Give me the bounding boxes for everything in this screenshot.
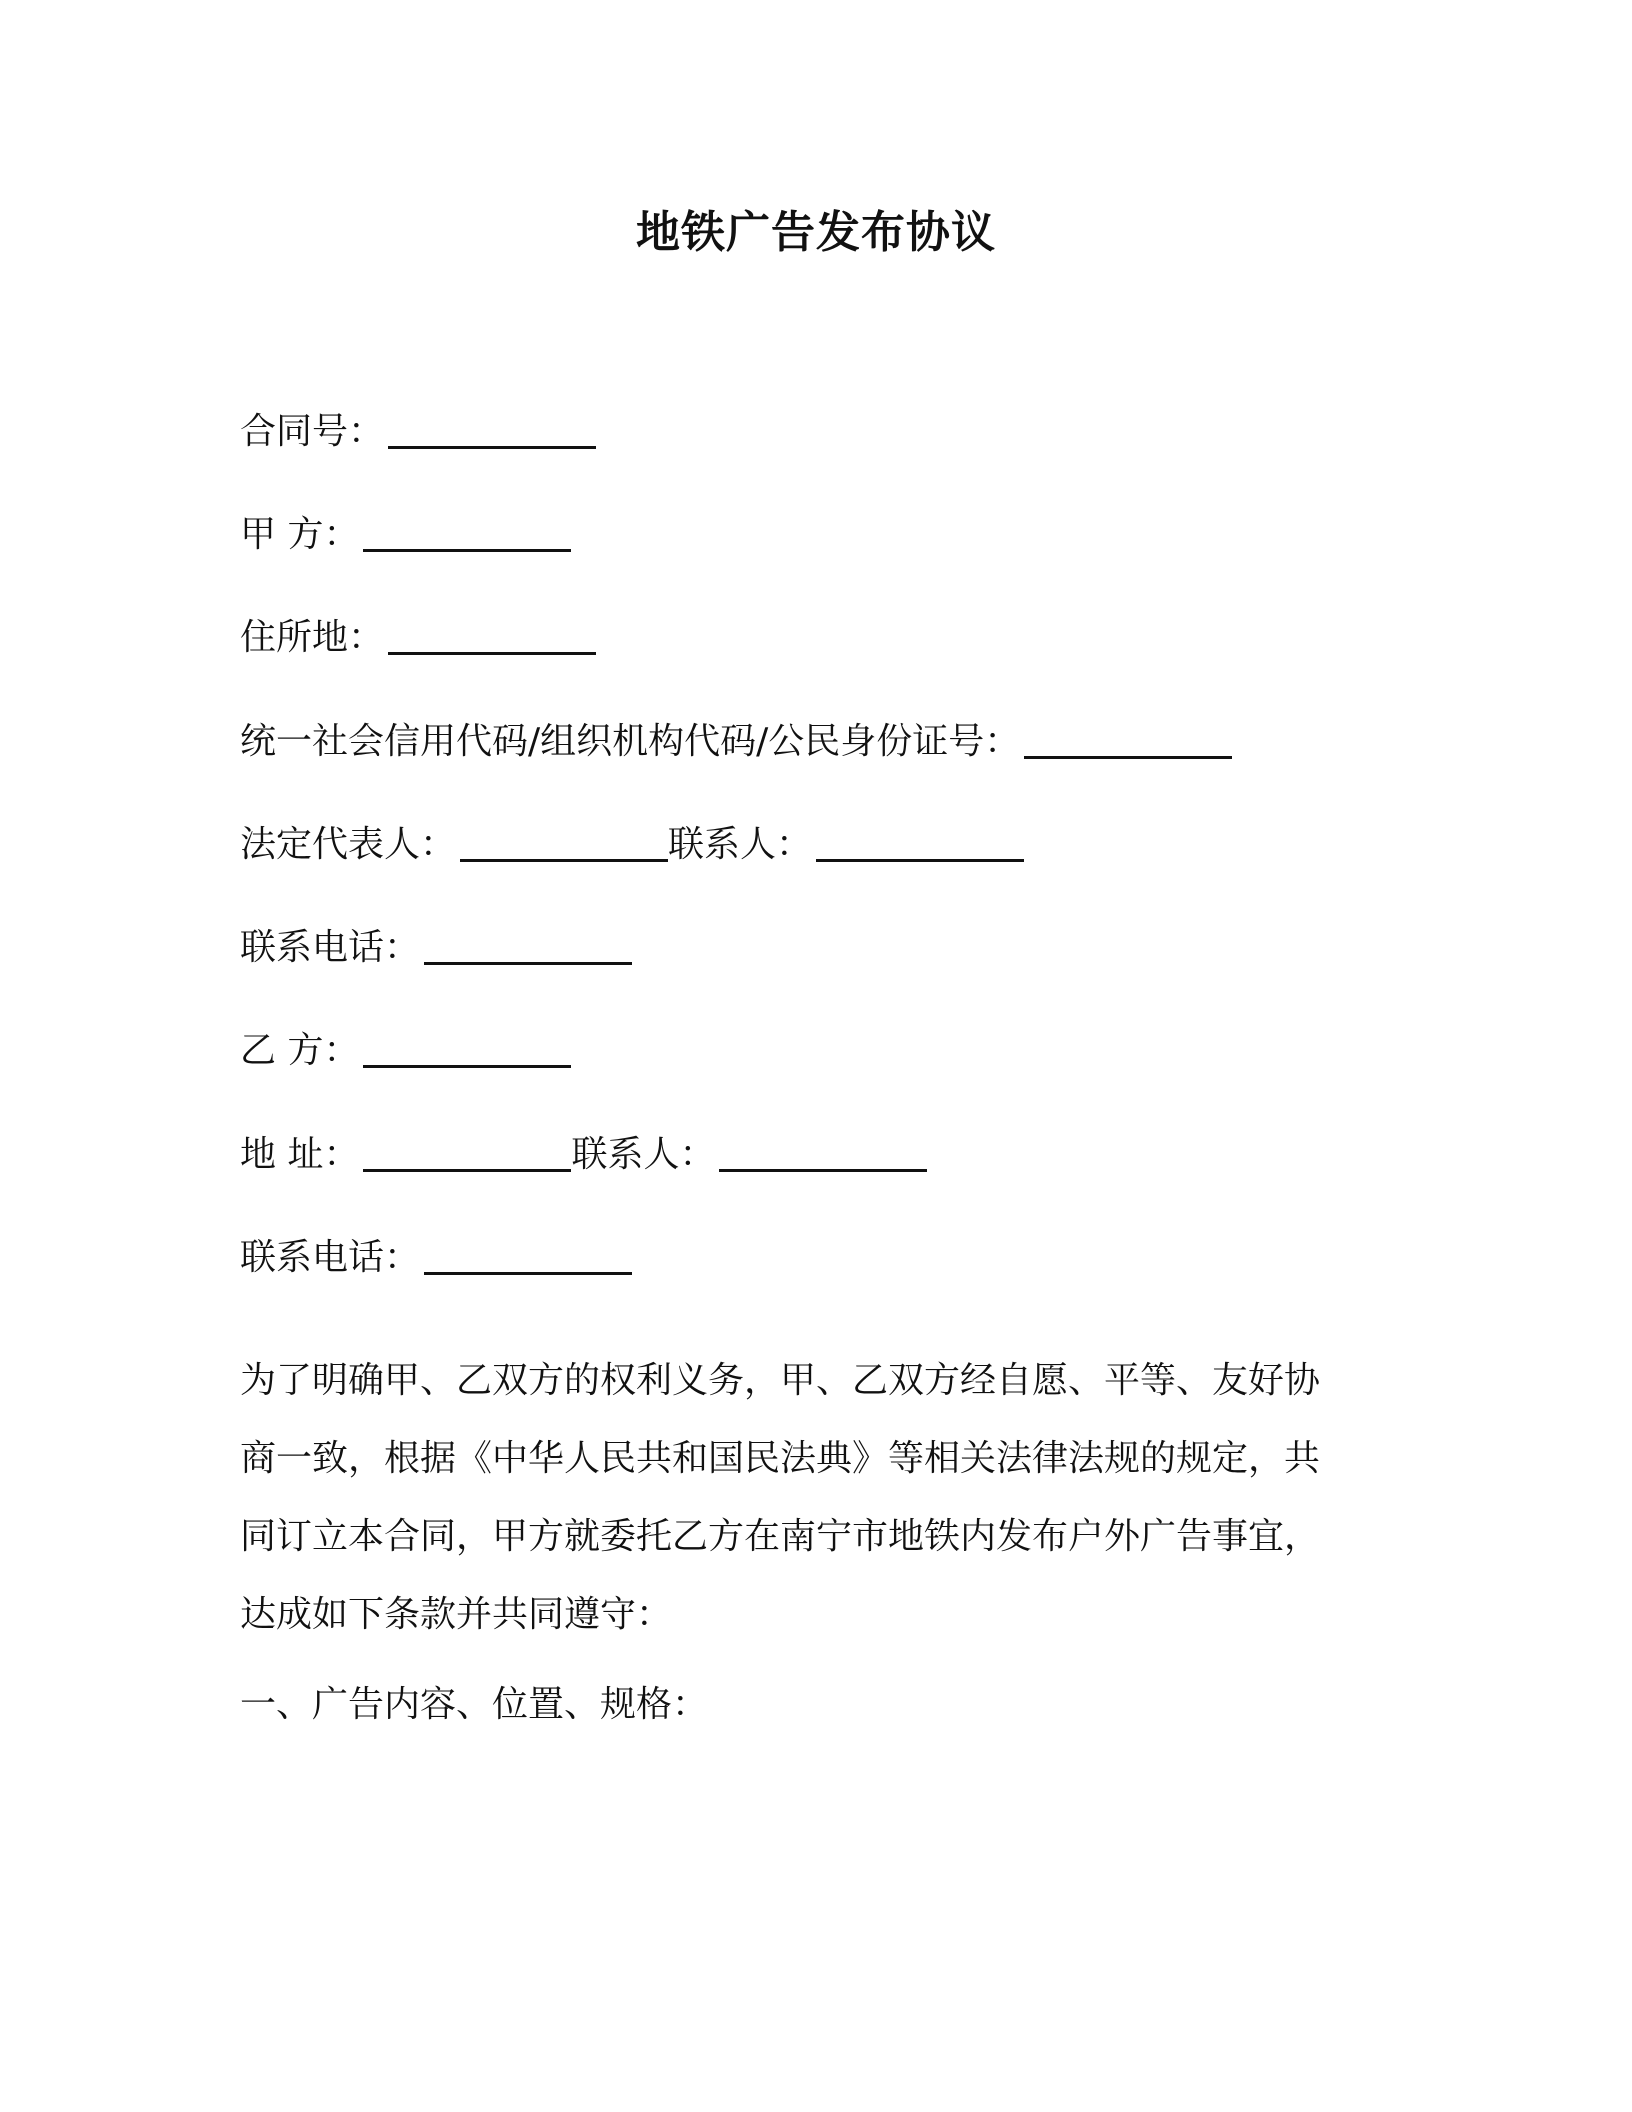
legal-representative-blank[interactable] (460, 825, 668, 862)
credit-code-line (240, 720, 1232, 763)
preamble-line: 商一致，根据《中华人民共和国民法典》等相关法律法规的规定，共 (240, 1438, 1321, 1479)
contact-person-b-blank[interactable] (719, 1135, 927, 1172)
phone-a-blank[interactable] (424, 928, 632, 965)
section-heading-1: 一、广告内容、位置、规格： (240, 1684, 709, 1725)
party-a-label: 甲 方： (240, 514, 360, 555)
party-b-blank[interactable] (363, 1031, 571, 1068)
phone-b-label: 联系电话： (240, 1237, 421, 1278)
contract-number-blank[interactable] (388, 412, 596, 449)
preamble-paragraph (240, 1342, 1360, 1654)
party-b-label: 乙 方： (240, 1030, 360, 1071)
page-title: 地铁广告发布协议 (636, 207, 996, 258)
domicile-label: 住所地： (240, 617, 385, 658)
contact-person-a-blank[interactable] (816, 825, 1024, 862)
credit-code-label: 统一社会信用代码/组织机构代码/公民身份证号： (240, 721, 1021, 762)
phone-b-blank[interactable] (424, 1238, 632, 1275)
contract-number-label: 合同号： (240, 411, 385, 452)
party-a-blank[interactable] (363, 515, 571, 552)
phone-a-label: 联系电话： (240, 927, 421, 968)
party-b-line (240, 1029, 571, 1072)
legal-representative-label: 法定代表人： (240, 824, 457, 865)
phone-b-line (240, 1236, 632, 1279)
address-b-blank[interactable] (363, 1135, 571, 1172)
preamble-line: 为了明确甲、乙双方的权利义务，甲、乙双方经自愿、平等、友好协 (240, 1360, 1321, 1401)
party-a-line (240, 513, 571, 556)
contact-person-b-label: 联系人： (571, 1134, 716, 1175)
phone-a-line (240, 926, 632, 969)
domicile-blank[interactable] (388, 618, 596, 655)
preamble-line: 达成如下条款并共同遵守： (240, 1594, 673, 1635)
address-b-line (240, 1133, 927, 1176)
legal-representative-line (240, 823, 1024, 866)
credit-code-blank[interactable] (1024, 722, 1232, 759)
preamble-line: 同订立本合同，甲方就委托乙方在南宁市地铁内发布户外广告事宜， (240, 1516, 1321, 1557)
contact-person-a-label: 联系人： (668, 824, 813, 865)
contract-number-line (240, 410, 596, 453)
address-b-label: 地 址： (240, 1134, 360, 1175)
domicile-line (240, 616, 596, 659)
